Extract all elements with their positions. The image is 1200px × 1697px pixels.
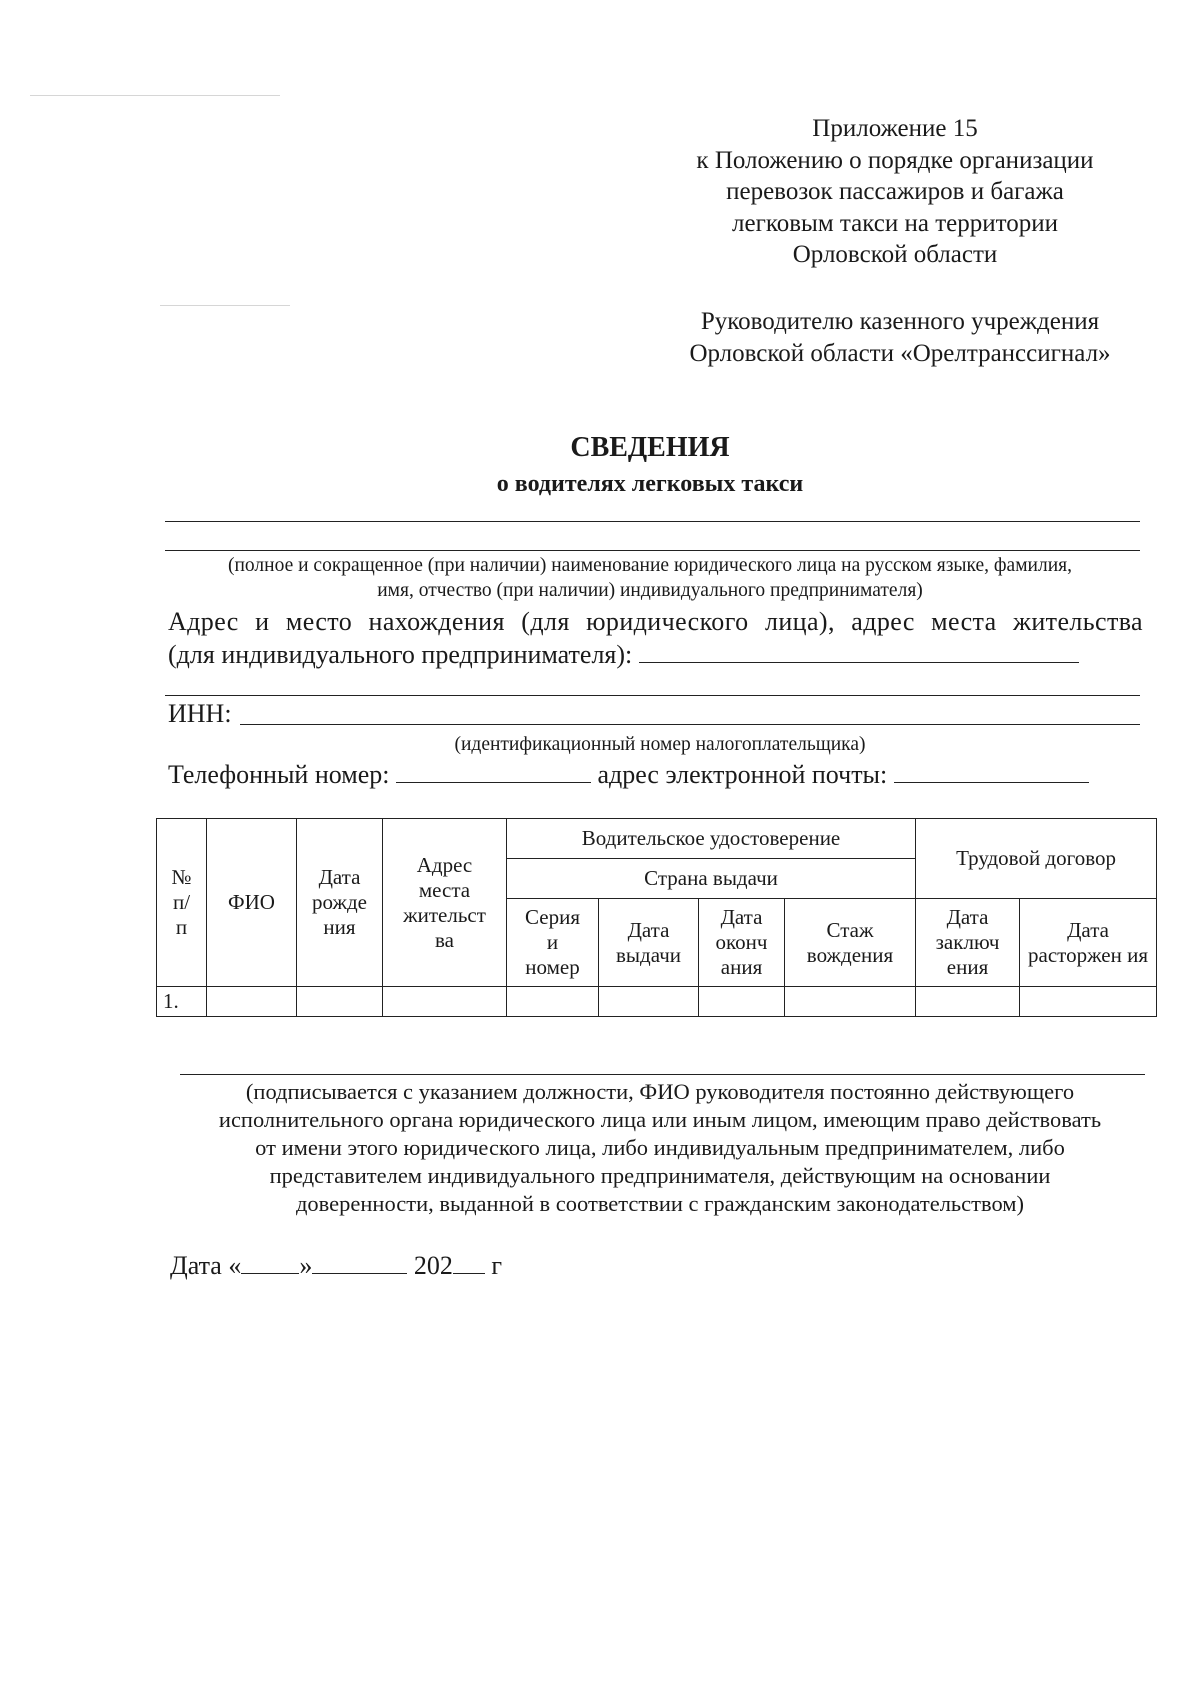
inn-field[interactable] bbox=[240, 724, 1140, 725]
annex-line: Орловской области bbox=[792, 241, 998, 268]
header-experience: Стаж вождения bbox=[785, 899, 916, 987]
cell-birth-date[interactable] bbox=[297, 987, 383, 1017]
cell-issue-date[interactable] bbox=[599, 987, 699, 1017]
contacts-line bbox=[168, 759, 1089, 791]
date-year-suffix: г bbox=[491, 1251, 502, 1280]
date-label: Дата « bbox=[170, 1251, 242, 1280]
header-license-series: Серия и номер bbox=[507, 899, 599, 987]
header-fio: ФИО bbox=[207, 819, 297, 987]
header-num: № п/ п bbox=[157, 819, 207, 987]
recipient-line: Орловской области «Орелтранссигнал» bbox=[689, 340, 1111, 367]
date-year-field[interactable] bbox=[453, 1251, 485, 1274]
org-name-line[interactable] bbox=[165, 550, 1140, 551]
phone-field[interactable] bbox=[396, 760, 591, 783]
email-label: адрес электронной почты: bbox=[597, 760, 888, 789]
cell-expiry-date[interactable] bbox=[699, 987, 785, 1017]
document-title: СВЕДЕНИЯ bbox=[570, 432, 730, 463]
email-field[interactable] bbox=[894, 760, 1089, 783]
inn-label: ИНН: bbox=[168, 699, 232, 728]
cell-contract-concluded[interactable] bbox=[916, 987, 1020, 1017]
date-close-quote: » bbox=[299, 1251, 313, 1280]
table-row bbox=[157, 987, 1157, 1017]
header-country: Страна выдачи bbox=[507, 859, 916, 899]
signature-line[interactable] bbox=[180, 1074, 1145, 1075]
address-label-line2: (для индивидуального предпринимателя): bbox=[168, 639, 1079, 671]
annex-block bbox=[640, 113, 1150, 271]
header-expiry-date: Дата оконч ания bbox=[699, 899, 785, 987]
recipient-block bbox=[640, 306, 1160, 370]
header-contract-concluded: Дата заключ ения bbox=[916, 899, 1020, 987]
drivers-table bbox=[156, 818, 1157, 1017]
cell-contract-terminated[interactable] bbox=[1020, 987, 1157, 1017]
cell-address[interactable] bbox=[383, 987, 507, 1017]
cell-experience[interactable] bbox=[785, 987, 916, 1017]
scan-mark bbox=[30, 95, 280, 96]
address-line[interactable] bbox=[165, 695, 1140, 696]
date-month-field[interactable] bbox=[312, 1251, 407, 1274]
annex-line: перевозок пассажиров и багажа bbox=[726, 178, 1064, 205]
recipient-line: Руководителю казенного учреждения bbox=[700, 308, 1100, 335]
date-year-prefix: 202 bbox=[413, 1251, 453, 1280]
inn-caption: (идентификационный номер налогоплательщика) bbox=[454, 734, 866, 755]
org-name-caption: (полное и сокращенное (при наличии) наименование юридического лица на русском языке, фамилия, имя, отчество (при наличии) индивидуального предпринимателя) bbox=[228, 555, 1072, 601]
header-license-group: Водительское удостоверение bbox=[507, 819, 916, 859]
scan-mark bbox=[160, 305, 290, 306]
header-birth-date: Дата рожде ния bbox=[297, 819, 383, 987]
date-day-field[interactable] bbox=[241, 1251, 299, 1274]
address-field[interactable] bbox=[639, 640, 1079, 663]
cell-fio[interactable] bbox=[207, 987, 297, 1017]
document-subtitle: о водителях легковых такси bbox=[496, 471, 804, 497]
phone-label: Телефонный номер: bbox=[168, 760, 390, 789]
header-contract-group: Трудовой договор bbox=[916, 819, 1157, 899]
header-issue-date: Дата выдачи bbox=[599, 899, 699, 987]
header-address: Адрес места жительст ва bbox=[383, 819, 507, 987]
header-contract-terminated: Дата расторжен ия bbox=[1020, 899, 1157, 987]
annex-line: к Положению о порядке организации bbox=[696, 146, 1094, 174]
date-field bbox=[170, 1250, 502, 1282]
annex-number: Приложение 15 bbox=[812, 115, 978, 142]
annex-line: легковым такси на территории bbox=[732, 209, 1058, 237]
signature-caption: (подписывается с указанием должности, ФИО руководителя постоянно действующего исполнительного органа юридического лица или иным лицом, имеющим право действовать от имени этого юридического лица, либо индивидуальным предпринимателем, либо представителем индивидуального предпринимателя, действующим на основании доверенности, выданной в соответствии с гражданским законодательством) bbox=[218, 1079, 1102, 1216]
address-label-line1: Адрес и место нахождения (для юридического лица), адрес места жительства bbox=[168, 607, 1143, 636]
cell-license-series[interactable] bbox=[507, 987, 599, 1017]
org-name-line[interactable] bbox=[165, 521, 1140, 522]
row-number: 1. bbox=[157, 987, 207, 1017]
